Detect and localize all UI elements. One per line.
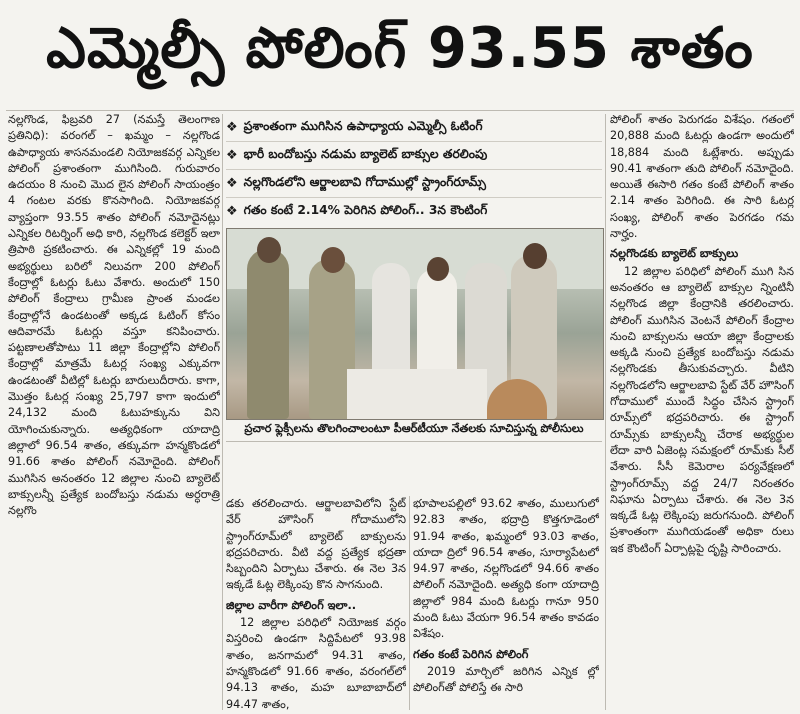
article-paragraph: నల్లగొండ, ఫిబ్రవరి 27 (నమస్తే తెలంగాణ ప్రతినిధి): వరంగల్ – ఖమ్మం – నల్లగొండ ఉపాధ్యాయ శాసనమండలి నియోజకవర్గ ఎన్నికల పోలింగ్ ప్రశాంతంగా ముగిసింది. గురువారం ఉదయం 8 నుంచి మొద లైన పోలింగ్ సాయంత్రం 4 గంటల వరకు కొనసాగింది. నియోజకవర్గ వ్యాప్తంగా 93.55 శాతం పోలింగ్ నమోదైనట్లు ఎన్నికల రిటర్నింగ్ అధి కారి, నల్లగొండ కలెక్టర్ ఇలా త్రిపాఠి ప్రకటించారు. ఈ ఎన్నికల్లో 19 మంది అభ్యర్థులు బరిలో నిలువగా 200 పోలింగ్ కేంద్రాల్లో ఓటర్లు ఓటు వేశారు. అందులో 150 పోలింగ్ కేంద్రాలు గ్రామీణ ప్రాంత మండల కేంద్రాల్లోనే ఉండటంతో అక్కడ ఓటింగ్ కోసం ఆదివారమే ఓటర్లు వస్తూ కనిపించారు. పట్టణాలతోపాటు 11 జిల్లా కేంద్రాల్లోని పోలింగ్ కేంద్రాల్లో మాత్రమే ఓటర్ల సంఖ్య ఎక్కువగా ఉండటంతో వీటిల్లో ఓటర్లు బారులుదీరారు. కాగా, మొత్తం ఓటర్ల సంఖ్య 25,797 కాగా ఇందులో 24,132 మంది ఓటుహక్కును విని యోగించుకున్నారు. అత్యధికంగా యాదాద్రి జిల్లాలో 96.54 శాతం, తక్కువగా హన్మకొండలో 91.66 శాతం పోలింగ్ నమోదైంది. పోలింగ్ ముగిసిన అనంతరం 12 జిల్లాల నుంచి బ్యాలెట్ బాక్సులన్నీ ప్రత్యేక బందోబస్తు నడుమ అర్ధరాత్రి నల్లగొం — [8, 113, 220, 518]
highlight-item — [226, 197, 602, 225]
news-photo — [226, 228, 604, 420]
bullet-icon: ❖ — [226, 148, 238, 163]
column-divider-4 — [605, 114, 606, 710]
article-paragraph: 12 జిల్లాల పరిధిలో పోలింగ్ ముగి సిన అనంతరం ఆ బ్యాలెట్ బాక్సుల న్నింటినీ నల్లగొండ జిల్లా కేంద్రానికి తరలించారు. పోలింగ్ ముగిసిన వెంటనే పోలింగ్ కేంద్రాల నుంచి బాక్సులను ఆయా జిల్లా కేంద్రాలకు అక్కడి నుంచి ప్రత్యేక బందోబస్తు నడుమ నల్లగొండకు తీసుకువచ్చారు. వీటిని నల్లగొండలోని ఆర్జాలబావి స్టేట్ వేర్ హౌసింగ్ గోదాములో ముందే సిద్ధం చేసిన స్ట్రాంగ్ రూమ్స్‌లో భద్రపరిచారు. ఈ స్ట్రాంగ్ రూమ్స్‌కు బాక్సులన్నీ చేరాక అభ్యర్థుల లేదా వారి ఏజెంట్ల సమక్షంలో రూమ్‌కు సీల్ వేశారు. సీసీ కెమెరాల పర్యవేక్షణలో స్ట్రాంగ్‌రూమ్స్ వద్ద 24/7 నిరంతరం నిఘాను ఏర్పాటు చేశారు. ఈ నెల 3న ఇక్కడే ఓట్ల లెక్కింపు జరుగనుంది. పోలింగ్ ప్రశాంతంగా ముగియడంతో అధికా రులు ఇక కౌంటింగ్ ఏర్పాట్లపై దృష్టి సారించారు. — [610, 264, 794, 555]
highlights-box — [226, 114, 602, 224]
highlight-item — [226, 169, 602, 197]
highlight-text: నల్లగొండలోని ఆర్జాలబావి గోదాముల్లో స్ట్రాంగ్‌రూమ్స్ — [243, 175, 486, 189]
highlight-text: ప్రశాంతంగా ముగిసిన ఉపాధ్యాయ ఎమ్మెల్సీ ఓటింగ్ — [243, 119, 483, 133]
highlight-text: గతం కంటే 2.14% పెరిగిన పోలింగ్.. 3న కౌంటింగ్ — [243, 203, 488, 217]
headline-rule — [6, 110, 794, 111]
article-paragraph: 12 జిల్లాల పరిధిలో నియోజక వర్గం విస్తరించి ఉండగా సిద్దిపేటలో 93.98 శాతం, జనగామలో 94.31 శాతం, హన్మకొండలో 91.66 శాతం, వరంగల్‌లో 94.13 శాతం, మహ బూబాబాద్‌లో 94.47 శాతం, — [226, 616, 406, 711]
article-column-4 — [610, 112, 794, 712]
article-paragraph: పోలింగ్ శాతం పెరుగడం విశేషం. గతంలో 20,888 మంది ఓటర్లు ఉండగా అందులో 18,884 మంది ఓట్లేశారు. అప్పుడు 90.41 శాతంగా తుది పోలింగ్ నమోదైంది. అయితే ఈసారి గతం కంటే పోలింగ్ శాతం 2.14 శాతం పెరిగింది. ఈ సారి ఓటర్ల సంఖ్య, పోలింగ్ శాతం పెరగడం గమ నార్హం. — [610, 113, 794, 241]
column-divider-2 — [409, 496, 410, 710]
article-paragraph: భూపాలపల్లిలో 93.62 శాతం, ములుగులో 92.83 శాతం, భద్రాద్రి కొత్తగూడెంలో 91.94 శాతం, ఖమ్మంలో 93.03 శాతం, యాదా ద్రిలో 96.54 శాతం, సూర్యాపేటలో 94.97 శాతం, నల్లగొండలో 94.66 శాతం పోలింగ్ నమోదైంది. అత్యధి కంగా యాదాద్రి జిల్లాలో 984 మంది ఓటర్లు గానూ 950 మంది ఓటు వేయగా 96.54 శాతం కావడం విశేషం. — [413, 497, 599, 641]
highlight-item — [226, 114, 602, 141]
caption-rule — [226, 441, 602, 442]
bullet-icon: ❖ — [226, 120, 238, 135]
photo-caption: ప్రచార ఫ్లెక్సీలను తొలగించాలంటూ పీఆర్‌టీయూ నేతలకు సూచిస్తున్న పోలీసులు — [244, 422, 584, 435]
highlight-text: భారీ బందోబస్తు నడుమ బ్యాలెట్ బాక్సుల తరలింపు — [243, 147, 488, 161]
bullet-icon: ❖ — [226, 176, 238, 191]
headline: ఎమ్మెల్సీ పోలింగ్ 93.55 శాతం — [46, 15, 754, 81]
article-column-3 — [413, 496, 599, 712]
article-paragraph: డకు తరలించారు. ఆర్జాలబావిలోని స్టేట్ వేర్ హౌసింగ్ గోదాములోని స్ట్రాంగ్‌రూమ్‌లో బ్యాలెట్ బాక్సులను భద్రపరిచారు. వీటి వద్ద ప్రత్యేక భద్రతా సిబ్బందిని ఏర్పాటు చేశారు. ఈ నెల 3న ఇక్కడే ఓట్ల లెక్కింపు కొన సాగనుంది. — [226, 497, 406, 592]
column-divider-1 — [222, 114, 223, 710]
highlight-item — [226, 141, 602, 169]
article-column-1 — [8, 112, 220, 712]
section-subheading: జిల్లాల వారీగా పోలింగ్ ఇలా.. — [226, 597, 357, 612]
article-column-2 — [226, 496, 406, 712]
section-subheading: నల్లగొండకు బ్యాలెట్ బాక్సులు — [610, 246, 739, 261]
article-paragraph: 2019 మార్చిలో జరిగిన ఎన్నిక ల్లో పోలింగ్‌తో పోలిస్తే ఈ సారి — [413, 664, 599, 695]
section-subheading: గతం కంటే పెరిగిన పోలింగ్ — [413, 646, 529, 661]
bullet-icon: ❖ — [226, 204, 238, 219]
